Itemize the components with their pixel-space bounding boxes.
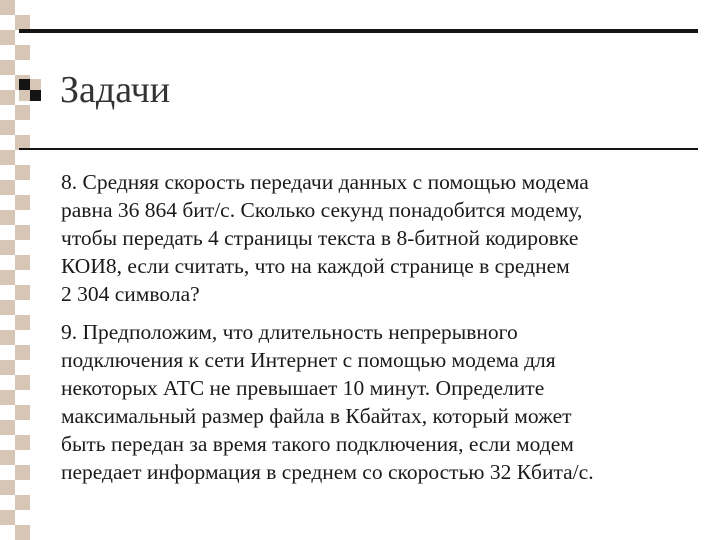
task-line: передает информация в среднем со скоростью 32 Кбита/с. (61, 460, 594, 484)
task-line: чтобы передать 4 страницы текста в 8-битной кодировке (61, 226, 579, 250)
task-line: 8. Средняя скорость передачи данных с помощью модема (61, 170, 589, 194)
slide-content (61, 168, 691, 496)
task-8 (61, 168, 691, 308)
title-underline-rule (19, 148, 698, 150)
task-line: равна 36 864 бит/с. Сколько секунд понадобится модему, (61, 198, 583, 222)
task-line: 9. Предположим, что длительность непрерывного (61, 320, 518, 344)
task-line: КОИ8, если считать, что на каждой странице в среднем (61, 254, 570, 278)
slide-title: Задачи (60, 69, 171, 111)
task-9 (61, 318, 691, 486)
task-line: некоторых АТС не превышает 10 минут. Определите (61, 376, 545, 400)
checkered-square-bullet-icon (19, 79, 41, 101)
task-line: 2 304 символа? (61, 282, 200, 306)
task-line: максимальный размер файла в Кбайтах, который может (61, 404, 572, 428)
task-line: быть передан за время такого подключения, если модем (61, 432, 574, 456)
task-line: подключения к сети Интернет с помощью модема для (61, 348, 556, 372)
top-rule (19, 29, 698, 33)
